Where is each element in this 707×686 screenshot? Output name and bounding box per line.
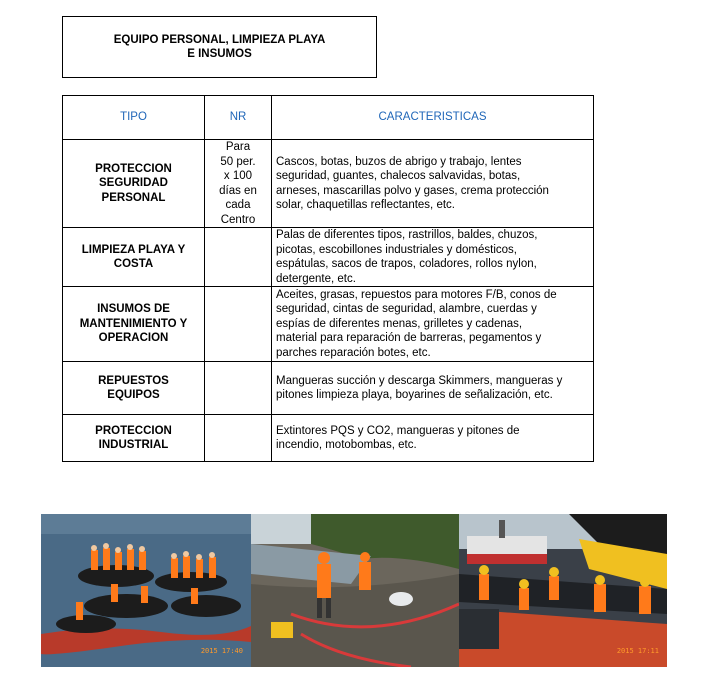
cell-nr bbox=[205, 140, 272, 228]
title-line-1: EQUIPO PERSONAL, LIMPIEZA PLAYA bbox=[113, 34, 326, 46]
header-tipo: TIPO bbox=[63, 96, 205, 140]
cell-caracteristicas bbox=[272, 228, 594, 287]
tipo-line: INDUSTRIAL bbox=[98, 439, 169, 451]
tipo-line: COSTA bbox=[113, 258, 154, 270]
car-line: espías de diferentes menas, grilletes y cadenas, bbox=[276, 317, 523, 330]
cell-caracteristicas bbox=[272, 415, 594, 462]
car-line: Mangueras succión y descarga Skimmers, mangueras y bbox=[276, 374, 563, 387]
car-line: Aceites, grasas, repuestos para motores F/B, conos de bbox=[276, 288, 557, 301]
car-line: solar, chaquetillas reflectantes, etc. bbox=[276, 199, 455, 211]
header-nr: NR bbox=[205, 96, 272, 140]
car-line: seguridad, guantes, chalecos salvavidas, botas, bbox=[276, 170, 521, 182]
photo-beach-cleanup bbox=[251, 514, 459, 667]
tipo-line: REPUESTOS bbox=[98, 374, 169, 387]
table-row bbox=[63, 228, 594, 287]
cell-nr bbox=[205, 415, 272, 462]
car-line: incendio, motobombas, etc. bbox=[276, 439, 417, 451]
cell-nr bbox=[205, 362, 272, 415]
nr-line: x 100 bbox=[223, 170, 253, 182]
nr-line: 50 per. bbox=[220, 155, 256, 168]
nr-line: Para bbox=[225, 141, 251, 153]
car-line: Extintores PQS y CO2, mangueras y pitones de bbox=[276, 424, 520, 437]
tipo-line: OPERACION bbox=[98, 332, 169, 345]
tipo-line: MANTENIMIENTO Y bbox=[79, 317, 188, 330]
car-line: arneses, mascarillas polvo y gases, crema protección bbox=[276, 184, 549, 197]
photo-strip bbox=[41, 514, 667, 667]
cell-tipo bbox=[63, 228, 205, 287]
document-title bbox=[62, 16, 377, 78]
cell-tipo bbox=[63, 415, 205, 462]
cell-caracteristicas bbox=[272, 287, 594, 362]
car-line: detergente, etc. bbox=[276, 272, 356, 285]
cell-caracteristicas bbox=[272, 140, 594, 228]
tipo-line: SEGURIDAD bbox=[98, 177, 168, 190]
tipo-line: INSUMOS DE bbox=[97, 303, 170, 316]
tipo-line: EQUIPOS bbox=[107, 389, 160, 401]
table-row bbox=[63, 140, 594, 228]
car-line: seguridad, cintas de seguridad, alambre, cuerdas y bbox=[276, 303, 537, 316]
cell-caracteristicas bbox=[272, 362, 594, 415]
table-row bbox=[63, 415, 594, 462]
cell-tipo bbox=[63, 362, 205, 415]
tipo-line: PERSONAL bbox=[101, 191, 166, 204]
nr-line: Centro bbox=[220, 213, 256, 226]
car-line: Palas de diferentes tipos, rastrillos, baldes, chuzos, bbox=[276, 229, 538, 241]
table-header-row bbox=[63, 96, 594, 140]
tipo-line: LIMPIEZA PLAYA Y bbox=[81, 243, 186, 256]
cell-tipo bbox=[63, 287, 205, 362]
table-row bbox=[63, 287, 594, 362]
tipo-line: PROTECCION bbox=[95, 424, 172, 437]
cell-nr bbox=[205, 228, 272, 287]
header-caracteristicas: CARACTERISTICAS bbox=[272, 96, 594, 140]
title-line-2: E INSUMOS bbox=[187, 48, 252, 60]
photo-boats-on-water bbox=[41, 514, 251, 667]
car-line: material para reparación de barreras, pegamentos y bbox=[276, 332, 542, 345]
photo-date-stamp: 2015 17:11 bbox=[616, 647, 659, 655]
equipment-table bbox=[62, 95, 594, 462]
car-line: picotas, escobillones industriales y domésticos, bbox=[276, 243, 517, 256]
photo-date-stamp: 2015 17:40 bbox=[200, 647, 243, 655]
tipo-line: PROTECCION bbox=[95, 162, 172, 175]
car-line: pitones limpieza playa, boyarines de señalización, etc. bbox=[276, 389, 553, 401]
car-line: espátulas, sacos de trapos, coladores, rollos nylon, bbox=[276, 258, 537, 270]
nr-line: días en bbox=[219, 184, 257, 197]
photo-deck-operations bbox=[459, 514, 667, 667]
car-line: parches reparación botes, etc. bbox=[276, 346, 431, 359]
car-line: Cascos, botas, buzos de abrigo y trabajo, lentes bbox=[276, 155, 522, 168]
nr-line: cada bbox=[225, 199, 251, 211]
cell-nr bbox=[205, 287, 272, 362]
cell-tipo bbox=[63, 140, 205, 228]
table-row bbox=[63, 362, 594, 415]
